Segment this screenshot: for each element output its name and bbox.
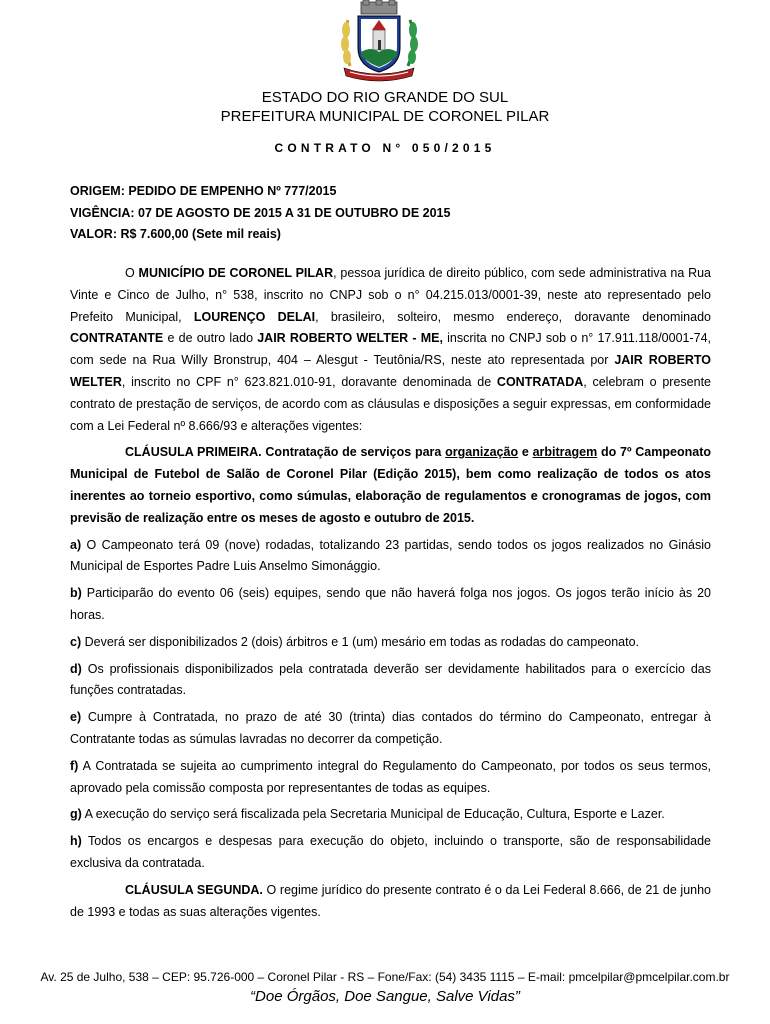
- clause-first-text-2: e: [518, 445, 533, 460]
- item-h-label: h): [70, 834, 82, 849]
- clause-second: [70, 880, 711, 924]
- municipality-name: MUNICÍPIO DE CORONEL PILAR: [138, 266, 334, 280]
- contract-metadata: [70, 181, 450, 246]
- item-g-text: A execução do serviço será fiscalizada pela Secretaria Municipal de Educação, Cultura, Esporte e Lazer.: [81, 807, 665, 822]
- item-a-label: a): [70, 537, 82, 552]
- item-e-label: e): [70, 710, 82, 725]
- mayor-name: LOURENÇO DELAI: [193, 309, 316, 324]
- clause-second-label: CLÁUSULA SEGUNDA.: [125, 882, 263, 897]
- contractor-label: CONTRATANTE: [70, 331, 164, 346]
- clause-first: [70, 442, 711, 529]
- clause-first-text-1: CLÁUSULA PRIMEIRA. Contratação de serviços para: [125, 445, 446, 460]
- item-h-text: Todos os encargos e despesas para execução do objeto, incluindo o transporte, são de responsabilidade exclusiva da contratada.: [70, 834, 711, 870]
- item-h: [70, 831, 711, 875]
- clause-second-text: O regime jurídico do presente contrato é o da Lei Federal 8.666, de 21 de junho de 1993 e todas as suas alterações vigentes.: [70, 882, 711, 919]
- clause-first-text-3: do 7º Campeonato Municipal de Futebol de Salão de Coronel Pilar (Edição 2015), bem como realização de todos os atos inerentes ao torneio esportivo, como súmulas, elaboração de regulamentos e cronogramas de jogos, com previsão de realização entre os meses de agosto e outubro de 2015.: [70, 445, 711, 525]
- item-f-label: f): [70, 758, 79, 773]
- contract-title: CONTRATO N° 050/2015: [274, 141, 496, 155]
- municipal-crest-icon: [336, 0, 422, 82]
- intro-text-6: , inscrito no CPF n° 623.821.010-91, doravante denominada de: [121, 374, 497, 389]
- intro-paragraph: [70, 263, 711, 437]
- item-e: [70, 707, 711, 751]
- item-g: [70, 804, 711, 826]
- item-b: [70, 583, 711, 627]
- item-c: [70, 632, 711, 654]
- state-name: ESTADO DO RIO GRANDE DO SUL: [261, 89, 509, 106]
- clause-first-underline-2: arbitragem: [532, 445, 598, 460]
- footer-address: Av. 25 de Julho, 538 – CEP: 95.726-000 – Coronel Pilar - RS – Fone/Fax: (54) 3435 1115 – E-mail: pmcelpilar@pmcelpilar.com.br: [40, 970, 730, 984]
- clause-first-underline-1: organização: [445, 445, 519, 460]
- origin-line: ORIGEM: PEDIDO DE EMPENHO Nº 777/2015: [70, 184, 337, 198]
- value-line: VALOR: R$ 7.600,00 (Sete mil reais): [70, 227, 281, 241]
- item-c-text: Deverá ser disponibilizados 2 (dois) árbitros e 1 (um) mesário em todas as rodadas do campeonato.: [81, 634, 640, 649]
- contracted-company: JAIR ROBERTO WELTER - ME,: [257, 331, 443, 346]
- item-b-text: Participarão do evento 06 (seis) equipes, sendo que não haverá folga nos jogos. Os jogos terão início às 20 horas.: [70, 586, 711, 622]
- contracted-label: CONTRATADA: [496, 374, 584, 389]
- intro-text-3: , brasileiro, solteiro, mesmo endereço, doravante denominado: [315, 309, 711, 324]
- footer-motto: “Doe Órgãos, Doe Sangue, Salve Vidas”: [250, 988, 520, 1005]
- prefecture-name: PREFEITURA MUNICIPAL DE CORONEL PILAR: [220, 108, 550, 125]
- intro-text-2: , pessoa jurídica de direito público, com sede administrativa na Rua Vinte e Cinco de Julho, n° 538, inscrito no CNPJ sob o n° 04.215.013/0001-39, neste ato representado pelo Prefeito Municipal,: [70, 266, 712, 324]
- item-d: [70, 659, 711, 703]
- intro-text-1: O: [125, 266, 139, 280]
- intro-text-5: inscrita no CNPJ sob o n° 17.911.118/0001-74, com sede na Rua Willy Bronstrup, 404 – Alesgut - Teutônia/RS, neste ato representada por: [70, 331, 712, 368]
- item-a-text: O Campeonato terá 09 (nove) rodadas, totalizando 23 partidas, sendo todos os jogos realizados no Ginásio Municipal de Esportes Padre Luis Anselmo Simonággio.: [70, 537, 711, 574]
- item-e-text: Cumpre à Contratada, no prazo de até 30 (trinta) dias contados do término do Campeonato, entregar à Contratante todas as súmulas lavradas no decorrer da competição.: [70, 710, 711, 746]
- item-g-label: g): [70, 807, 82, 822]
- item-d-label: d): [70, 661, 82, 676]
- item-b-label: b): [70, 586, 82, 601]
- item-a: [70, 535, 711, 579]
- contract-body: [70, 263, 711, 928]
- validity-line: VIGÊNCIA: 07 DE AGOSTO DE 2015 A 31 DE OUTUBRO DE 2015: [70, 205, 451, 220]
- document-header: [0, 88, 770, 126]
- contracted-representative: JAIR ROBERTO WELTER: [70, 353, 711, 389]
- item-d-text: Os profissionais disponibilizados pela contratada deverão ser devidamente habilitados para o exercício das funções contratadas.: [70, 661, 711, 698]
- item-f: [70, 756, 711, 800]
- item-c-label: c): [70, 634, 82, 649]
- intro-text-4: e de outro lado: [163, 331, 258, 346]
- item-f-text: A Contratada se sujeita ao cumprimento integral do Regulamento do Campeonato, por todos os seus termos, aprovado pela comissão composta por representantes de todas as equipes.: [70, 758, 711, 795]
- intro-text-7: , celebram o presente contrato de prestação de serviços, de acordo com as cláusulas e disposições a seguir expressas, em conformidade com a Lei Federal nº 8.666/93 e alterações vigentes:: [70, 374, 711, 433]
